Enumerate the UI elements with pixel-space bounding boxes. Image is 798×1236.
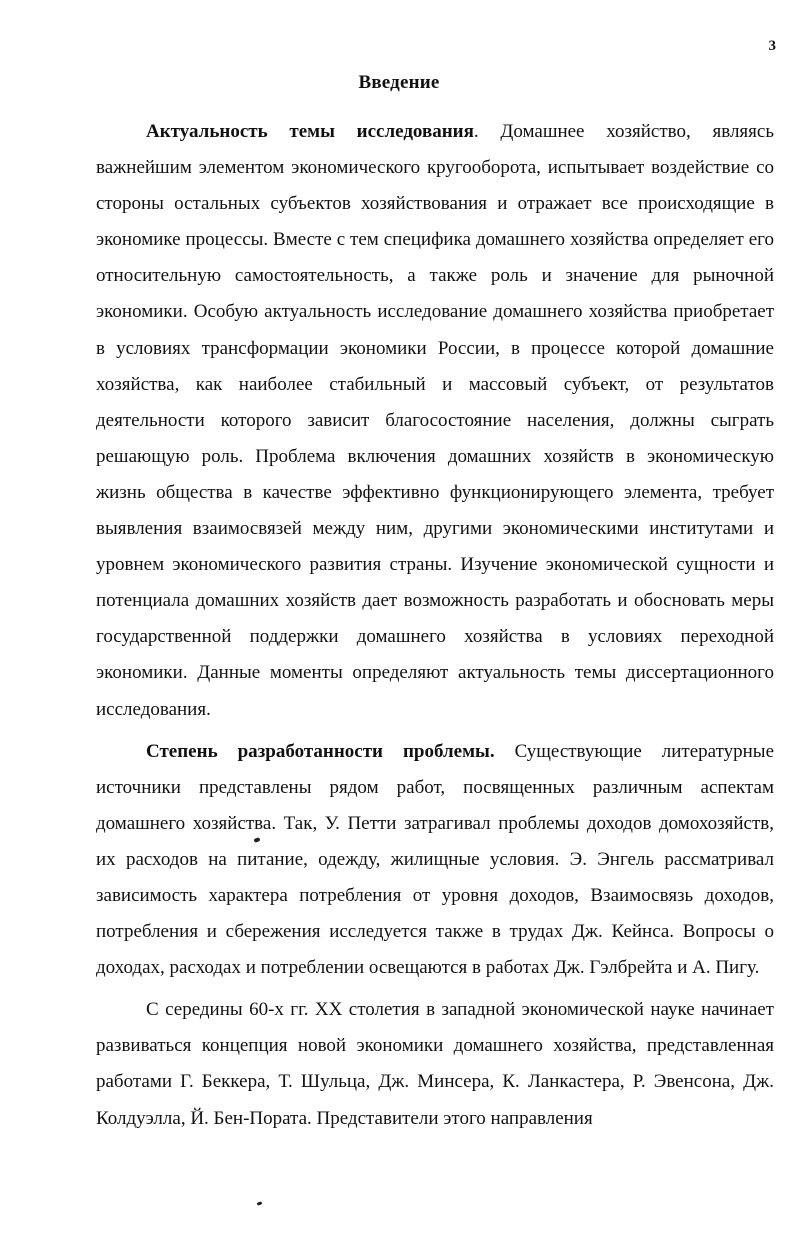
paragraph-new-economics — [96, 992, 774, 1136]
scan-speck — [257, 1201, 263, 1206]
paragraph-text: С середины 60-х гг. XX столетия в западной экономической науке начинает развиваться концепция новой экономики домашнего хозяйства, представленная работами Г. Беккера, Т. Шульца, Дж. Минсера, К. Ланкастера, Р. Эвенсона, Дж. Колдуэлла, Й. Бен-Пората. Представители этого направления — [96, 999, 774, 1129]
paragraph-lead: Степень разработанности проблемы. — [146, 740, 495, 762]
paragraph-lead: Актуальность темы исследования — [146, 121, 474, 142]
page-number: 3 — [768, 38, 776, 54]
section-title: Введение — [358, 72, 440, 93]
body-text — [96, 114, 774, 1137]
paragraph-relevance — [96, 114, 774, 728]
paragraph-text: . Домашнее хозяйство, являясь важнейшим элементом экономического кругооборота, испытывает воздействие со стороны остальных субъектов хозяйствования и отражает все происходящие в экономике процессы. Вместе с тем специфика домашнего хозяйства определяет его относительную самостоятельность, а также роль и значение для рыночной экономики. Особую актуальность исследование домашнего хозяйства приобретает в условиях трансформации экономики России, в процессе которой домашние хозяйства, как наиболее стабильный и массовый субъект, от результатов деятельности которого зависит благосостояние населения, должны сыграть решающую роль. Проблема включения домашних хозяйств в экономическую жизнь общества в качестве эффективно функционирующего элемента, требует выявления взаимосвязей между ним, другими экономическими институтами и уровнем экономического развития страны. Изучение экономической сущности и потенциала домашних хозяйств дает возможность разработать и обосновать меры государственной поддержки домашнего хозяйства в условиях переходной экономики. Данные моменты определяют актуальность темы диссертационного исследования. — [96, 121, 775, 720]
paragraph-development — [96, 734, 774, 987]
paragraph-text: Существующие литературные источники представлены рядом работ, посвященных различным аспектам домашнего хозяйства. Так, У. Петти затрагивал проблемы доходов домохозяйств, их расходов на питание, одежду, жилищные условия. Э. Энгель рассматривал зависимость характера потребления от уровня доходов, Взаимосвязь доходов, потребления и сбережения исследуется также в трудах Дж. Кейнса. Вопросы о доходах, расходах и потреблении освещаются в работах Дж. Гэлбрейта и А. Пигу. — [96, 740, 774, 979]
